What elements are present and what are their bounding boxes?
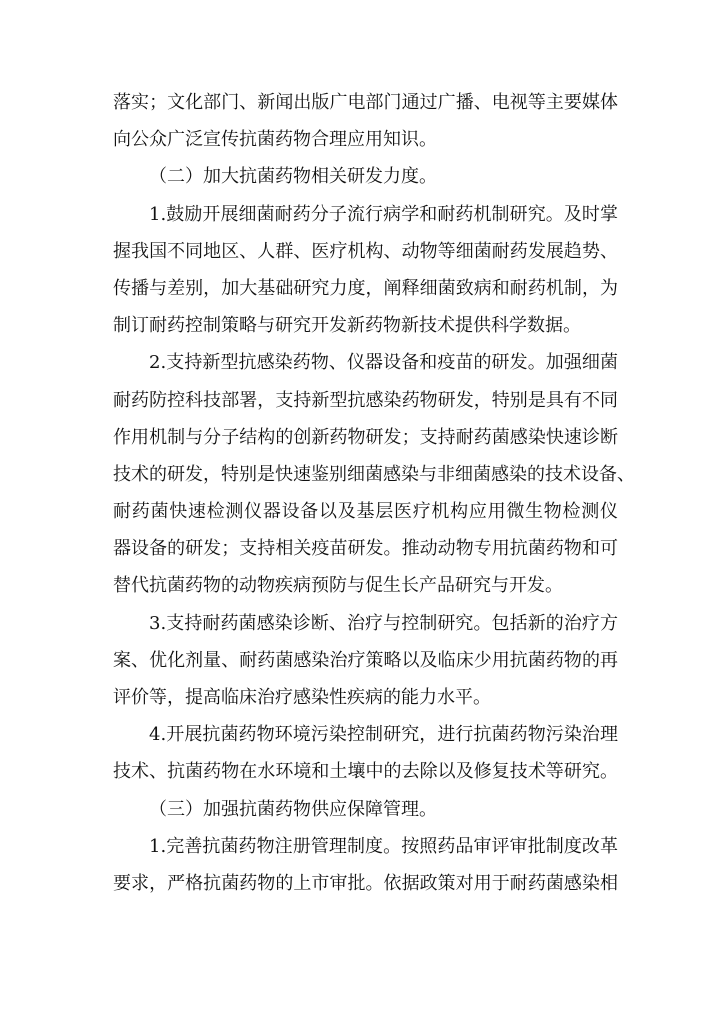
text-line: 耐药防控科技部署，支持新型抗感染药物研发，特别是具有不同 [113,389,618,411]
document-body [113,84,635,902]
text-line: 技术、抗菌药物在水环境和土壤中的去除以及修复技术等研究。 [113,761,618,783]
text-line: 向公众广泛宣传抗菌药物合理应用知识。 [113,129,437,151]
text-line: 评价等，提高临床治疗感染性疾病的能力水平。 [113,687,491,708]
text-line: 落实；文化部门、新闻出版广电部门通过广播、电视等主要媒体 [113,92,618,113]
text-line: 器设备的研发；支持相关疫苗研发。推动动物专用抗菌药物和可 [113,538,618,560]
text-line: 1.完善抗菌药物注册管理制度。按照药品审评审批制度改革 [149,835,618,857]
text-line: 传播与差别，加大基础研究力度，阐释细菌致病和耐药机制，为 [113,277,618,299]
text-line: 1.鼓励开展细菌耐药分子流行病学和耐药机制研究。及时掌 [149,203,618,225]
text-line: 作用机制与分子结构的创新药物研发；支持耐药菌感染快速诊断 [113,426,618,448]
text-line: 耐药菌快速检测仪器设备以及基层医疗机构应用微生物检测仪 [113,501,618,523]
section-heading: （三）加强抗菌药物供应保障管理。 [149,798,437,820]
text-line: 技术的研发，特别是快速鉴别细菌感染与非细菌感染的技术设备、 [113,463,635,485]
text-line: 3.支持耐药菌感染诊断、治疗与控制研究。包括新的治疗方 [149,612,618,634]
text-line: 替代抗菌药物的动物疾病预防与促生长产品研究与开发。 [113,575,563,597]
text-line: 制订耐药控制策略与研究开发新药物新技术提供科学数据。 [113,315,581,337]
section-heading: （二）加大抗菌药物相关研发力度。 [149,166,437,188]
text-line: 握我国不同地区、人群、医疗机构、动物等细菌耐药发展趋势、 [113,240,618,262]
text-line: 要求，严格抗菌药物的上市审批。依据政策对用于耐药菌感染相 [113,872,618,894]
text-line: 4.开展抗菌药物环境污染控制研究，进行抗菌药物污染治理 [149,724,618,746]
text-line: 2.支持新型抗感染药物、仪器设备和疫苗的研发。加强细菌 [149,352,618,374]
text-line: 案、优化剂量、耐药菌感染治疗策略以及临床少用抗菌药物的再 [113,649,618,671]
